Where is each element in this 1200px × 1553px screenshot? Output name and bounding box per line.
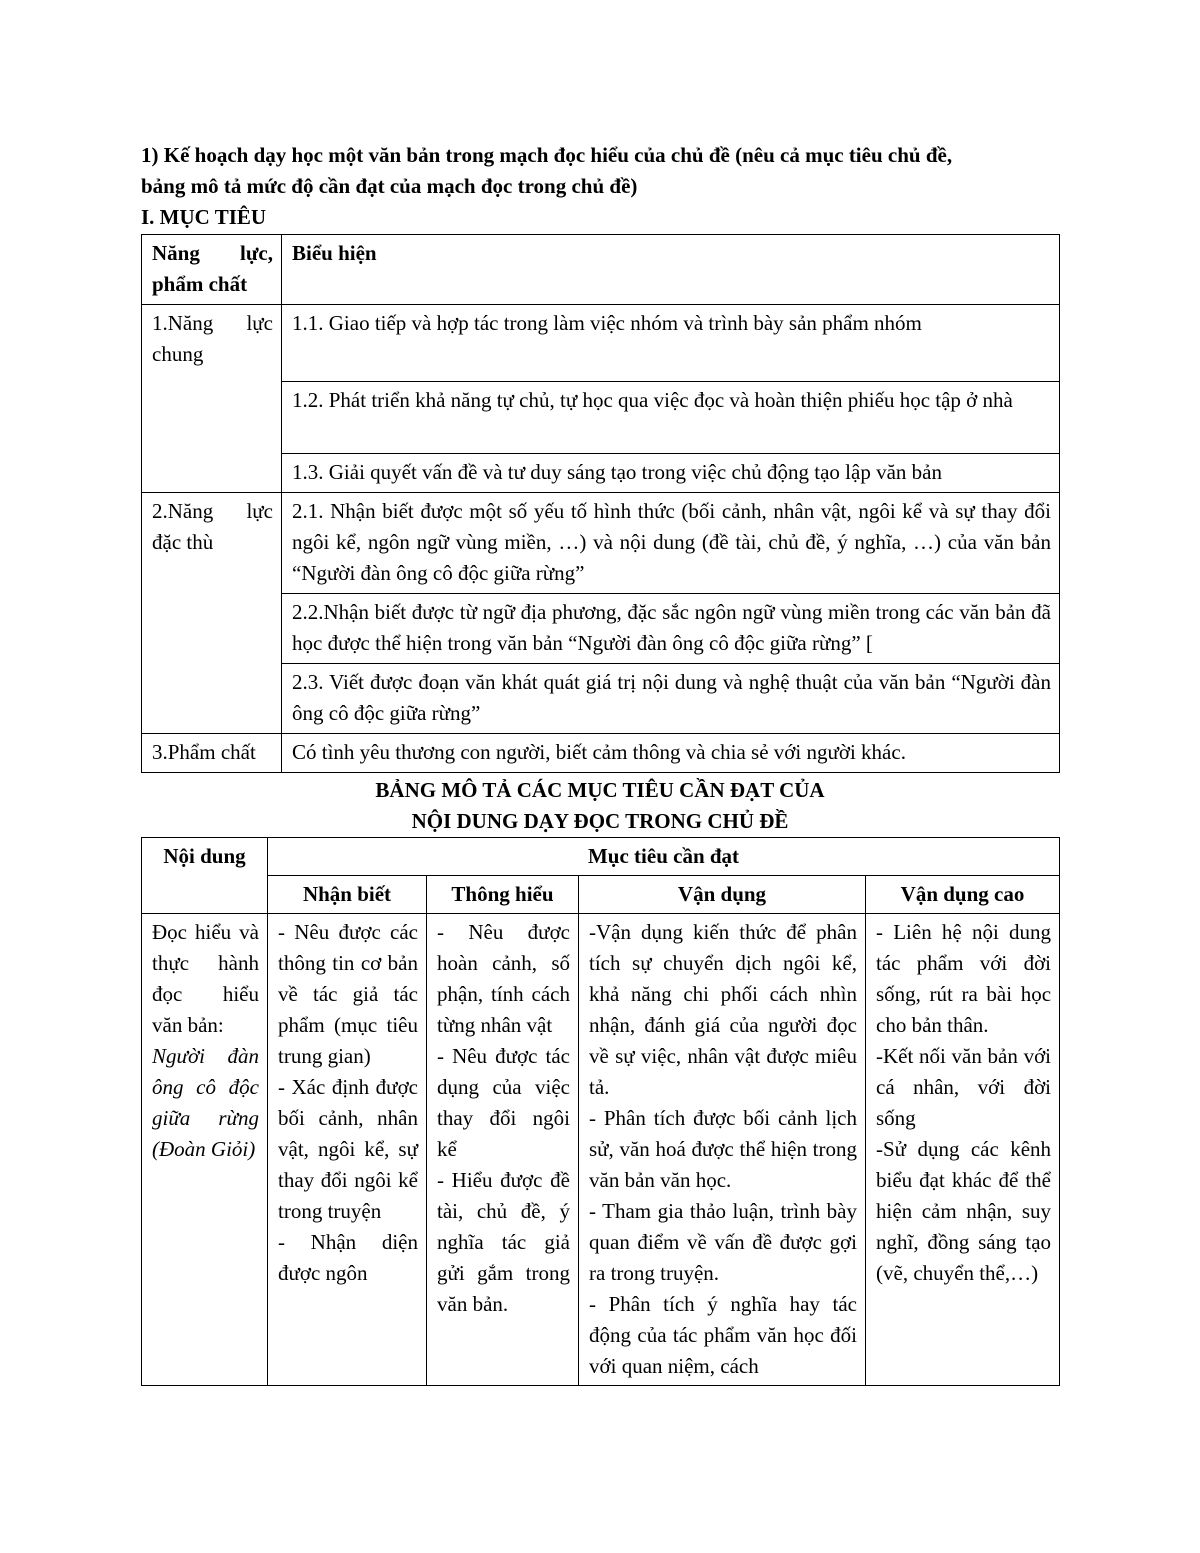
objective-item: 1.1. Giao tiếp và hợp tác trong làm việc nhóm và trình bày sản phẩm nhóm	[282, 305, 1060, 382]
list-item: - Phân tích được bối cảnh lịch sử, văn hoá được thể hiện trong văn bản văn học.	[589, 1106, 857, 1192]
header-expression: Biểu hiện	[282, 235, 1060, 305]
header-competency: Năng lực, phẩm chất	[142, 235, 282, 305]
content-title: Người đàn ông cô độc giữa rừng (Đoàn Giỏi)	[152, 1044, 259, 1161]
list-item: -Kết nối văn bản với cá nhân, với đời sống	[876, 1044, 1052, 1130]
recognize-cell	[268, 914, 427, 1386]
list-item: -Vận dụng kiến thức để phân tích sự chuyển dịch ngôi kể, khả năng chi phối cách nhìn nhận, đánh giá của người đọc về sự việc, nhân vật được miêu tả.	[589, 920, 857, 1099]
header-content: Nội dung	[142, 838, 268, 914]
objective-item: Có tình yêu thương con người, biết cảm thông và chia sẻ với người khác.	[282, 734, 1060, 773]
objective-item: 2.3. Viết được đoạn văn khát quát giá trị nội dung và nghệ thuật của văn bản “Người đàn ông cô độc giữa rừng”	[282, 664, 1060, 734]
description-header-row	[142, 838, 1060, 876]
group-label-quality: 3.Phẩm chất	[142, 734, 282, 773]
document-page	[141, 140, 1059, 1386]
section-title: I. MỤC TIÊU	[141, 205, 267, 229]
table-row	[142, 734, 1060, 773]
list-item: - Tham gia thảo luận, trình bày quan điểm về vấn đề được gợi ra trong truyện.	[589, 1199, 857, 1285]
table-row	[142, 305, 1060, 382]
objectives-table	[141, 234, 1060, 773]
table-row	[142, 493, 1060, 594]
subheader-understand: Thông hiểu	[427, 876, 579, 914]
content-cell	[142, 914, 268, 1386]
document-heading	[141, 140, 1059, 202]
objectives-header-row	[142, 235, 1060, 305]
description-table	[141, 837, 1060, 1386]
description-subheader-row	[142, 876, 1060, 914]
content-normal: Đọc hiểu và thực hành đọc hiểu văn bản:	[152, 920, 259, 1037]
list-item: -Sử dụng các kênh biểu đạt khác để thể hiện cảm nhận, suy nghĩ, đồng sáng tạo (vẽ, chuyển thể,…)	[876, 1137, 1052, 1285]
list-item: - Liên hệ nội dung tác phẩm với đời sống, rút ra bài học cho bản thân.	[876, 920, 1052, 1037]
objective-item: 1.3. Giải quyết vấn đề và tư duy sáng tạo trong việc chủ động tạo lập văn bản	[282, 454, 1060, 493]
list-item: - Phân tích ý nghĩa hay tác động của tác phẩm văn học đối với quan niệm, cách	[589, 1292, 857, 1378]
header-goals: Mục tiêu cần đạt	[268, 838, 1060, 876]
understand-cell	[427, 914, 579, 1386]
list-item: - Xác định được bối cảnh, nhân vật, ngôi kể, sự thay đổi ngôi kể trong truyện	[278, 1075, 418, 1223]
description-title-line-2: NỘI DUNG DẠY ĐỌC TRONG CHỦ ĐỀ	[411, 809, 789, 833]
apply-cell	[579, 914, 866, 1386]
subheader-advanced: Vận dụng cao	[866, 876, 1060, 914]
list-item: - Nêu được các thông tin cơ bản về tác giả tác phẩm (mục tiêu trung gian)	[278, 920, 418, 1068]
description-title-line-1: BẢNG MÔ TẢ CÁC MỤC TIÊU CẦN ĐẠT CỦA	[375, 778, 825, 802]
list-item: - Nêu được hoàn cảnh, số phận, tính cách từng nhân vật	[437, 920, 570, 1037]
advanced-cell	[866, 914, 1060, 1386]
objective-item: 2.1. Nhận biết được một số yếu tố hình thức (bối cảnh, nhân vật, ngôi kể và sự thay đổi ngôi kể, ngôn ngữ vùng miền, …) và nội dung (đề tài, chủ đề, ý nghĩa, …) của văn bản “Người đàn ông cô độc giữa rừng”	[282, 493, 1060, 594]
heading-line-2: bảng mô tả mức độ cần đạt của mạch đọc trong chủ đề)	[141, 174, 638, 198]
group-label-specific: 2.Năng lực đặc thù	[142, 493, 282, 734]
subheader-recognize: Nhận biết	[268, 876, 427, 914]
group-label-general: 1.Năng lực chung	[142, 305, 282, 493]
objective-item: 1.2. Phát triển khả năng tự chủ, tự học qua việc đọc và hoàn thiện phiếu học tập ở nhà	[282, 382, 1060, 454]
list-item: - Nêu được tác dụng của việc thay đổi ngôi kể	[437, 1044, 570, 1161]
description-body-row	[142, 914, 1060, 1386]
description-title	[141, 773, 1059, 837]
objective-item: 2.2.Nhận biết được từ ngữ địa phương, đặc sắc ngôn ngữ vùng miền trong các văn bản đã học được thể hiện trong văn bản “Người đàn ông cô độc giữa rừng” [	[282, 594, 1060, 664]
list-item: - Hiểu được đề tài, chủ đề, ý nghĩa tác giả gửi gắm trong văn bản.	[437, 1168, 570, 1316]
subheader-apply: Vận dụng	[579, 876, 866, 914]
heading-line-1: 1) Kế hoạch dạy học một văn bản trong mạch đọc hiểu của chủ đề (nêu cả mục tiêu chủ đề,	[141, 143, 953, 167]
list-item: - Nhận diện được ngôn	[278, 1230, 418, 1285]
